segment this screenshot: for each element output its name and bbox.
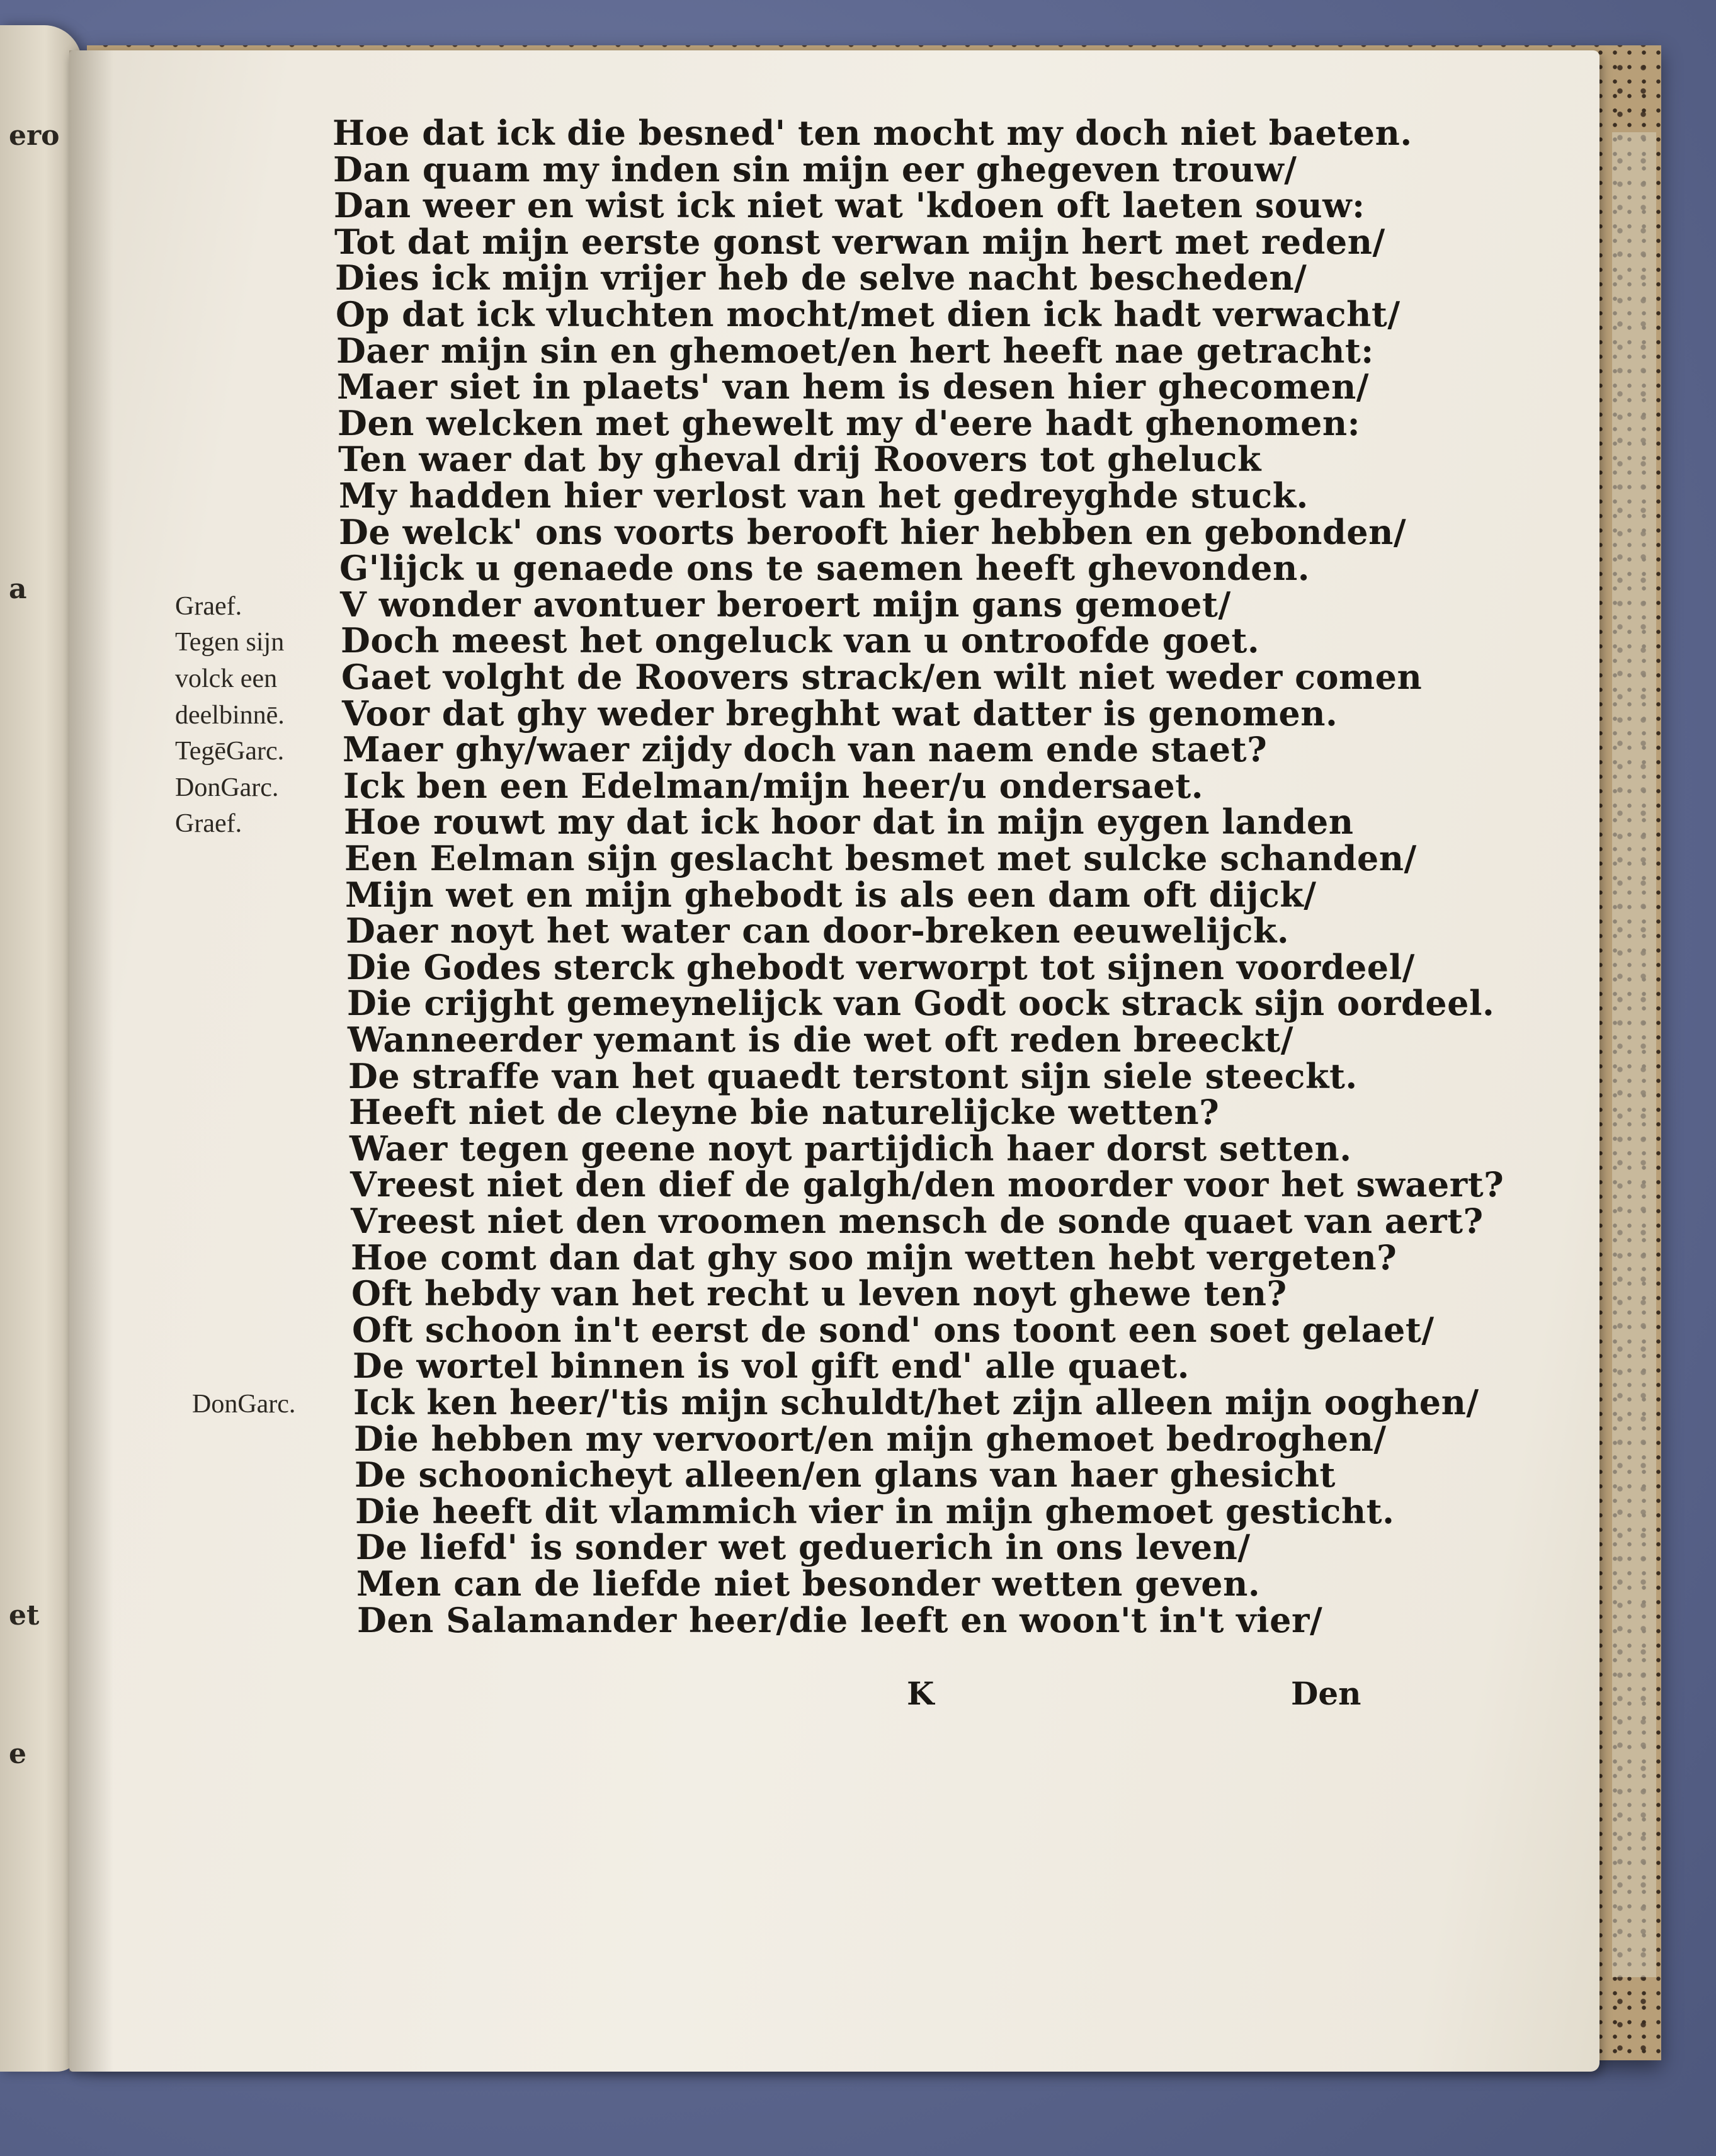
verse-line: Gaet volght de Roovers strack/en wilt niet weder comen — [341, 657, 1423, 697]
verse-line: Vreest niet den vroomen mensch de sonde quaet van aert? — [351, 1201, 1484, 1241]
verse-line: Maer siet in plaets' van hem is desen hier ghecomen/ — [337, 366, 1370, 407]
speaker-label: Graef. — [175, 592, 242, 621]
verse-line: V wonder avontuer beroert mijn gans gemoet/ — [340, 584, 1231, 625]
verse-line: Oft schoon in't eerst de sond' ons toont een soet gelaet/ — [352, 1310, 1435, 1350]
verse-line: Dan weer en wist ick niet wat 'kdoen oft laeten souw: — [334, 185, 1365, 225]
verse-line: Wanneerder yemant is die wet oft reden breeckt/ — [348, 1019, 1293, 1060]
verse-line: Maer ghy/waer zijdy doch van naem ende staet? — [343, 729, 1268, 769]
verse-line: G'lijck u genaede ons te saemen heeft ghevonden. — [339, 548, 1310, 588]
verse-line: Ick ken heer/'tis mijn schuldt/het zijn alleen mijn ooghen/ — [353, 1382, 1479, 1422]
verse-line: De welck' ons voorts berooft hier hebben en gebonden/ — [339, 512, 1407, 552]
speaker-label: Tegen sijn — [175, 628, 285, 657]
verse-line: Oft hebdy van het recht u leven noyt ghewe ten? — [351, 1273, 1287, 1313]
verse-line: De straffe van het quaedt terstont sijn siele steeckt. — [348, 1056, 1358, 1096]
verse-line: Die crijght gemeynelijck van Godt oock strack sijn oordeel. — [347, 983, 1495, 1023]
verse-line: Dan quam my inden sin mijn eer ghegeven trouw/ — [333, 149, 1297, 190]
left-page-mark: a — [9, 573, 27, 605]
verse-line: Dies ick mijn vrijer heb de selve nacht bescheden/ — [335, 258, 1307, 298]
verse-line: Daer mijn sin en ghemoet/en hert heeft nae getracht: — [336, 331, 1374, 371]
signature-mark: K — [907, 1675, 935, 1712]
verse-line: Hoe comt dan dat ghy soo mijn wetten hebt vergeten? — [351, 1237, 1397, 1278]
speaker-label: TegēGarc. — [175, 737, 285, 766]
speaker-label: deelbinnē. — [175, 701, 285, 730]
verse-line: Heeft niet de cleyne bie naturelijcke wetten? — [349, 1092, 1220, 1132]
left-page-mark: ero — [9, 120, 60, 152]
verse-line: My hadden hier verlost van het gedreyghde stuck. — [339, 475, 1309, 516]
verse-line: Vreest niet den dief de galgh/den moorder voor het swaert? — [350, 1164, 1504, 1205]
speaker-label: volck een — [175, 664, 278, 693]
verse-line: Den welcken met ghewelt my d'eere hadt ghenomen: — [338, 403, 1361, 443]
verse-line: De liefd' is sonder wet geduerich in ons leven/ — [356, 1527, 1251, 1567]
left-page-mark: et — [9, 1599, 40, 1631]
verse-line: Men can de liefde niet besonder wetten geven. — [356, 1563, 1261, 1604]
verse-line: Doch meest het ongeluck van u ontroofde goet. — [341, 620, 1260, 661]
verse-line: De wortel binnen is vol gift end' alle quaet. — [353, 1346, 1190, 1386]
catchword: Den — [1291, 1675, 1361, 1712]
verse-line: Waer tegen geene noyt partijdich haer dorst setten. — [349, 1128, 1352, 1169]
speaker-label: DonGarc. — [192, 1390, 296, 1419]
verse-line: Ick ben een Edelman/mijn heer/u ondersaet. — [343, 766, 1203, 806]
speaker-label: DonGarc. — [175, 773, 279, 802]
verse-line: Die hebben my vervoort/en mijn ghemoet bedroghen/ — [354, 1419, 1387, 1459]
verse-line: Hoe dat ick die besned' ten mocht my doch niet baeten. — [332, 113, 1412, 153]
left-page-mark: e — [9, 1738, 26, 1770]
verse-line: Op dat ick vluchten mocht/met dien ick hadt verwacht/ — [336, 294, 1401, 334]
verse-line: Hoe rouwt my dat ick hoor dat in mijn eygen landen — [344, 802, 1354, 842]
speaker-label: Graef. — [175, 809, 242, 838]
verse-line: Een Eelman sijn geslacht besmet met sulcke schanden/ — [344, 838, 1417, 878]
verse-line: Die Godes sterck ghebodt verworpt tot sijnen voordeel/ — [346, 947, 1415, 987]
verse-line: Ten waer dat by gheval drij Roovers tot gheluck — [338, 439, 1261, 479]
verse-line: Mijn wet en mijn ghebodt is als een dam oft dijck/ — [345, 875, 1317, 915]
verse-line: Daer noyt het water can door-breken eeuwelijck. — [346, 911, 1290, 951]
verse-line: De schoonicheyt alleen/en glans van haer ghesicht — [355, 1455, 1336, 1495]
verse-line: Die heeft dit vlammich vier in mijn ghemoet gesticht. — [355, 1491, 1395, 1531]
verse-line: Voor dat ghy weder breghht wat datter is genomen. — [342, 693, 1338, 734]
verse-line: Den Salamander heer/die leeft en woon't in't vier/ — [357, 1600, 1323, 1640]
verse-line: Tot dat mijn eerste gonst verwan mijn hert met reden/ — [334, 222, 1385, 262]
